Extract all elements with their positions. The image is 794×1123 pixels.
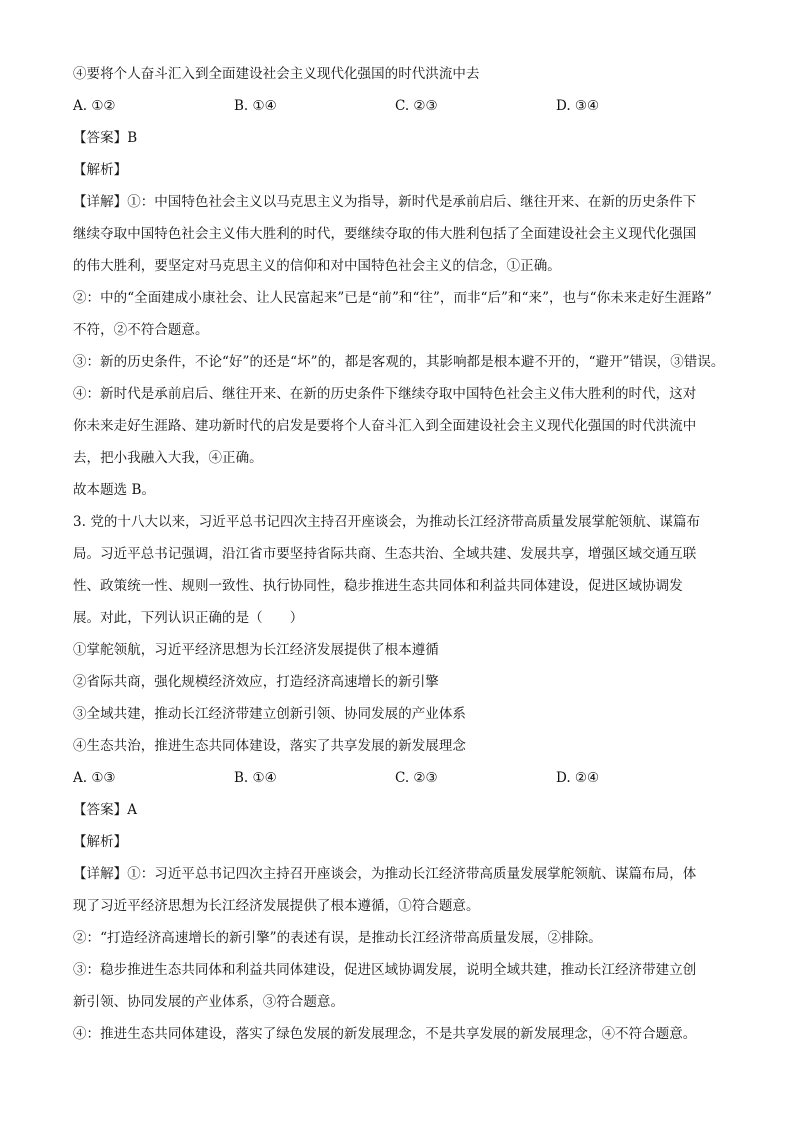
- option-c: C. ②③: [395, 98, 438, 114]
- answer-value: A: [127, 802, 138, 818]
- detail-line: 的伟大胜利，要坚定对马克思主义的信仰和对中国特色社会主义的信念，①正确。: [73, 258, 561, 274]
- detail-line: 【详解】①：习近平总书记四次主持召开座谈会，为推动长江经济带高质量发展掌舵领航、谋篇布局，体: [73, 866, 697, 882]
- option-statement-2: ②省际共商，强化规模经济效应，打造经济高速增长的新引擎: [73, 674, 439, 690]
- detail-line: 继续夺取中国特色社会主义伟大胜利的时代，要继续夺取的伟大胜利包括了全面建设社会主义现代化强国: [73, 226, 697, 242]
- option-b: B. ①④: [234, 98, 277, 114]
- detail-line: ③：新的历史条件，不论“好”的还是“坏”的，都是客观的，其影响都是根本避不开的，“避开”错误，③错误。: [73, 354, 725, 370]
- option-d: D. ②④: [556, 770, 600, 786]
- detail-line: 新引领、协同发展的产业体系，③符合题意。: [73, 994, 344, 1010]
- detail-line: 现了习近平经济思想为长江经济发展提供了根本遵循，①符合题意。: [73, 898, 480, 914]
- conclusion-line: 故本题选 B。: [73, 482, 156, 498]
- option-a: A. ①②: [73, 98, 116, 114]
- answer-line: [73, 794, 733, 826]
- question-stem-line: 3. 党的十八大以来，习近平总书记四次主持召开座谈会，为推动长江经济带高质量发展掌舵领航、谋篇布: [73, 514, 701, 530]
- option-statement-1: ①掌舵领航，习近平经济思想为长江经济发展提供了根本遵循: [73, 642, 439, 658]
- analysis-heading: 【解析】: [73, 162, 128, 178]
- question-stem-line: 展。对此，下列认识正确的是（ ）: [73, 610, 304, 626]
- question-stem-line: 性、政策统一性、规则一致性、执行协同性，稳步推进生态共同体和利益共同体建设，促进区域协调发: [73, 578, 683, 594]
- detail-line: 【详解】①：中国特色社会主义以马克思主义为指导，新时代是承前启后、继往开来、在新的历史条件下: [73, 194, 697, 210]
- document-page: [73, 58, 733, 1050]
- option-statement-3: ③全域共建，推动长江经济带建立创新引领、协同发展的产业体系: [73, 706, 466, 722]
- detail-line: 你未来走好生涯路、建功新时代的启发是要将个人奋斗汇入到全面建设社会主义现代化强国的时代洪流中: [73, 418, 697, 434]
- detail-line: 不符，②不符合题意。: [73, 322, 209, 338]
- option-statement-4: ④要将个人奋斗汇入到全面建设社会主义现代化强国的时代洪流中去: [73, 66, 480, 82]
- detail-line: ②：中的“全面建成小康社会、让人民富起来”已是“前”和“往”，而非“后”和“来”，也与“你未来走好生涯路”: [73, 290, 712, 306]
- option-a: A. ①③: [73, 770, 116, 786]
- answer-tag: 【答案】: [73, 130, 128, 146]
- analysis-heading: 【解析】: [73, 834, 128, 850]
- option-d: D. ③④: [556, 98, 600, 114]
- option-b: B. ①④: [234, 770, 277, 786]
- answer-value: B: [127, 130, 138, 146]
- answer-options: [73, 90, 733, 122]
- option-statement-4: ④生态共治，推进生态共同体建设，落实了共享发展的新发展理念: [73, 738, 466, 754]
- answer-options: [73, 762, 733, 794]
- detail-line: 去，把小我融入大我，④正确。: [73, 450, 263, 466]
- detail-line: ②：“打造经济高速增长的新引擎”的表述有误，是推动长江经济带高质量发展，②排除。: [73, 930, 602, 946]
- option-c: C. ②③: [395, 770, 438, 786]
- detail-line: ④：推进生态共同体建设，落实了绿色发展的新发展理念，不是共享发展的新发展理念，④不符合题意。: [73, 1026, 697, 1042]
- detail-line: ③：稳步推进生态共同体和利益共同体建设，促进区域协调发展，说明全域共建，推动长江经济带建立创: [73, 962, 697, 978]
- detail-line: ④：新时代是承前启后、继往开来、在新的历史条件下继续夺取中国特色社会主义伟大胜利的时代，这对: [73, 386, 697, 402]
- answer-line: [73, 122, 733, 154]
- question-stem-line: 局。习近平总书记强调，沿江省市要坚持省际共商、生态共治、全域共建、发展共享，增强区域交通互联: [73, 546, 697, 562]
- answer-tag: 【答案】: [73, 802, 128, 818]
